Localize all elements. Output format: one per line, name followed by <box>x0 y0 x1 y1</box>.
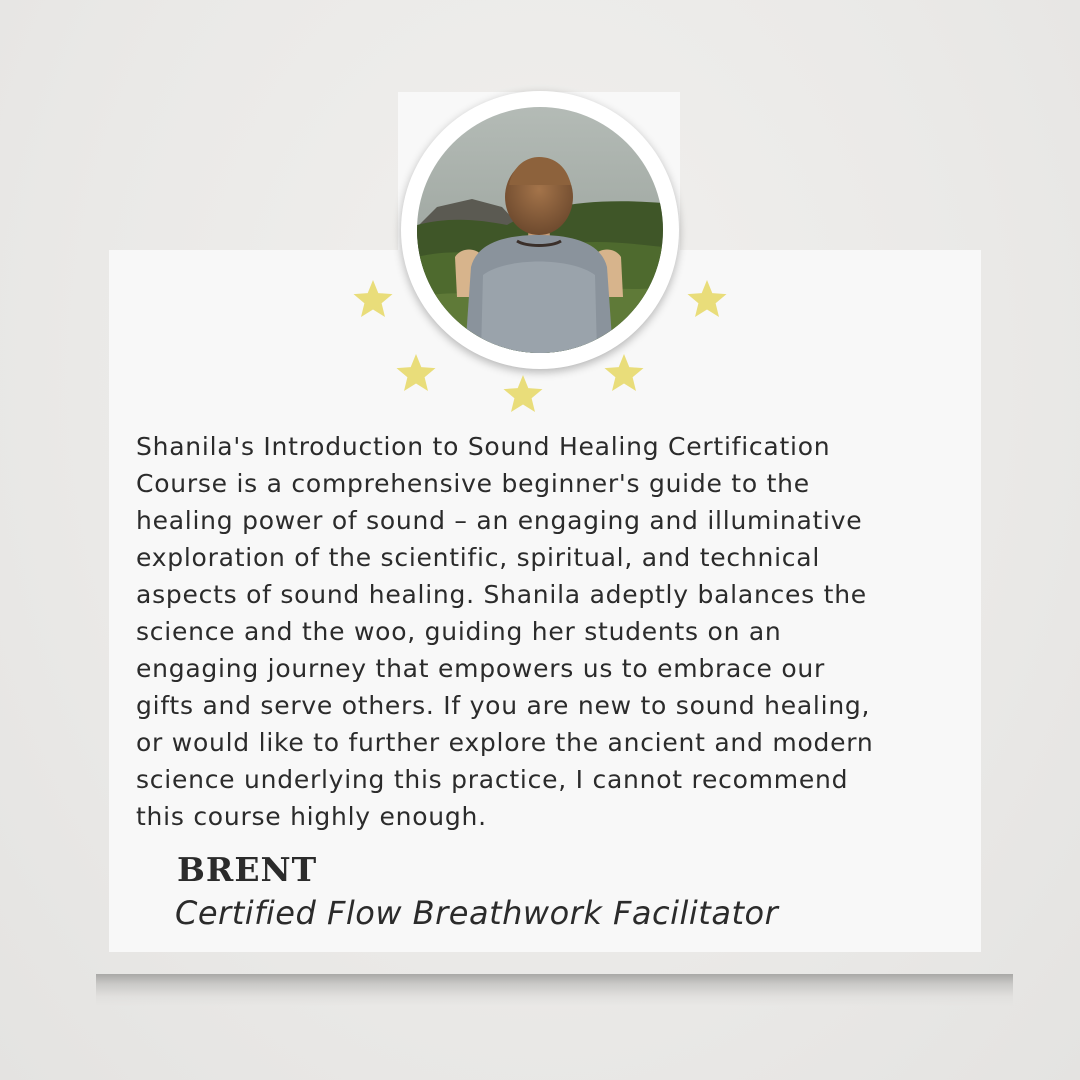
quote-line: healing power of sound – an engaging and illuminative <box>136 506 863 535</box>
quote-line: Shanila's Introduction to Sound Healing Certification <box>136 432 831 461</box>
quote-line: this course highly enough. <box>136 802 487 831</box>
avatar-frame <box>401 91 679 369</box>
rating-star-2 <box>394 352 438 396</box>
person-photo-icon <box>417 107 663 353</box>
star-icon <box>685 278 729 322</box>
quote-line: Course is a comprehensive beginner's guide to the <box>136 469 810 498</box>
testimonial-quote <box>136 428 971 835</box>
quote-line: engaging journey that empowers us to embrace our <box>136 654 826 683</box>
star-icon <box>394 352 438 396</box>
author-title: Certified Flow Breathwork Facilitator <box>175 894 779 932</box>
star-icon <box>501 373 545 417</box>
quote-line: science and the woo, guiding her students on an <box>136 617 782 646</box>
rating-star-1 <box>351 278 395 322</box>
quote-line: exploration of the scientific, spiritual, and technical <box>136 543 821 572</box>
quote-line: gifts and serve others. If you are new to sound healing, <box>136 691 871 720</box>
star-icon <box>351 278 395 322</box>
avatar <box>417 107 663 353</box>
card-shadow <box>96 974 1013 1006</box>
star-icon <box>602 352 646 396</box>
quote-line: or would like to further explore the ancient and modern <box>136 728 874 757</box>
rating-star-4 <box>602 352 646 396</box>
rating-star-3 <box>501 373 545 417</box>
quote-line: aspects of sound healing. Shanila adeptly balances the <box>136 580 867 609</box>
rating-star-5 <box>685 278 729 322</box>
author-name: BRENT <box>177 850 318 889</box>
quote-line: science underlying this practice, I cannot recommend <box>136 765 849 794</box>
